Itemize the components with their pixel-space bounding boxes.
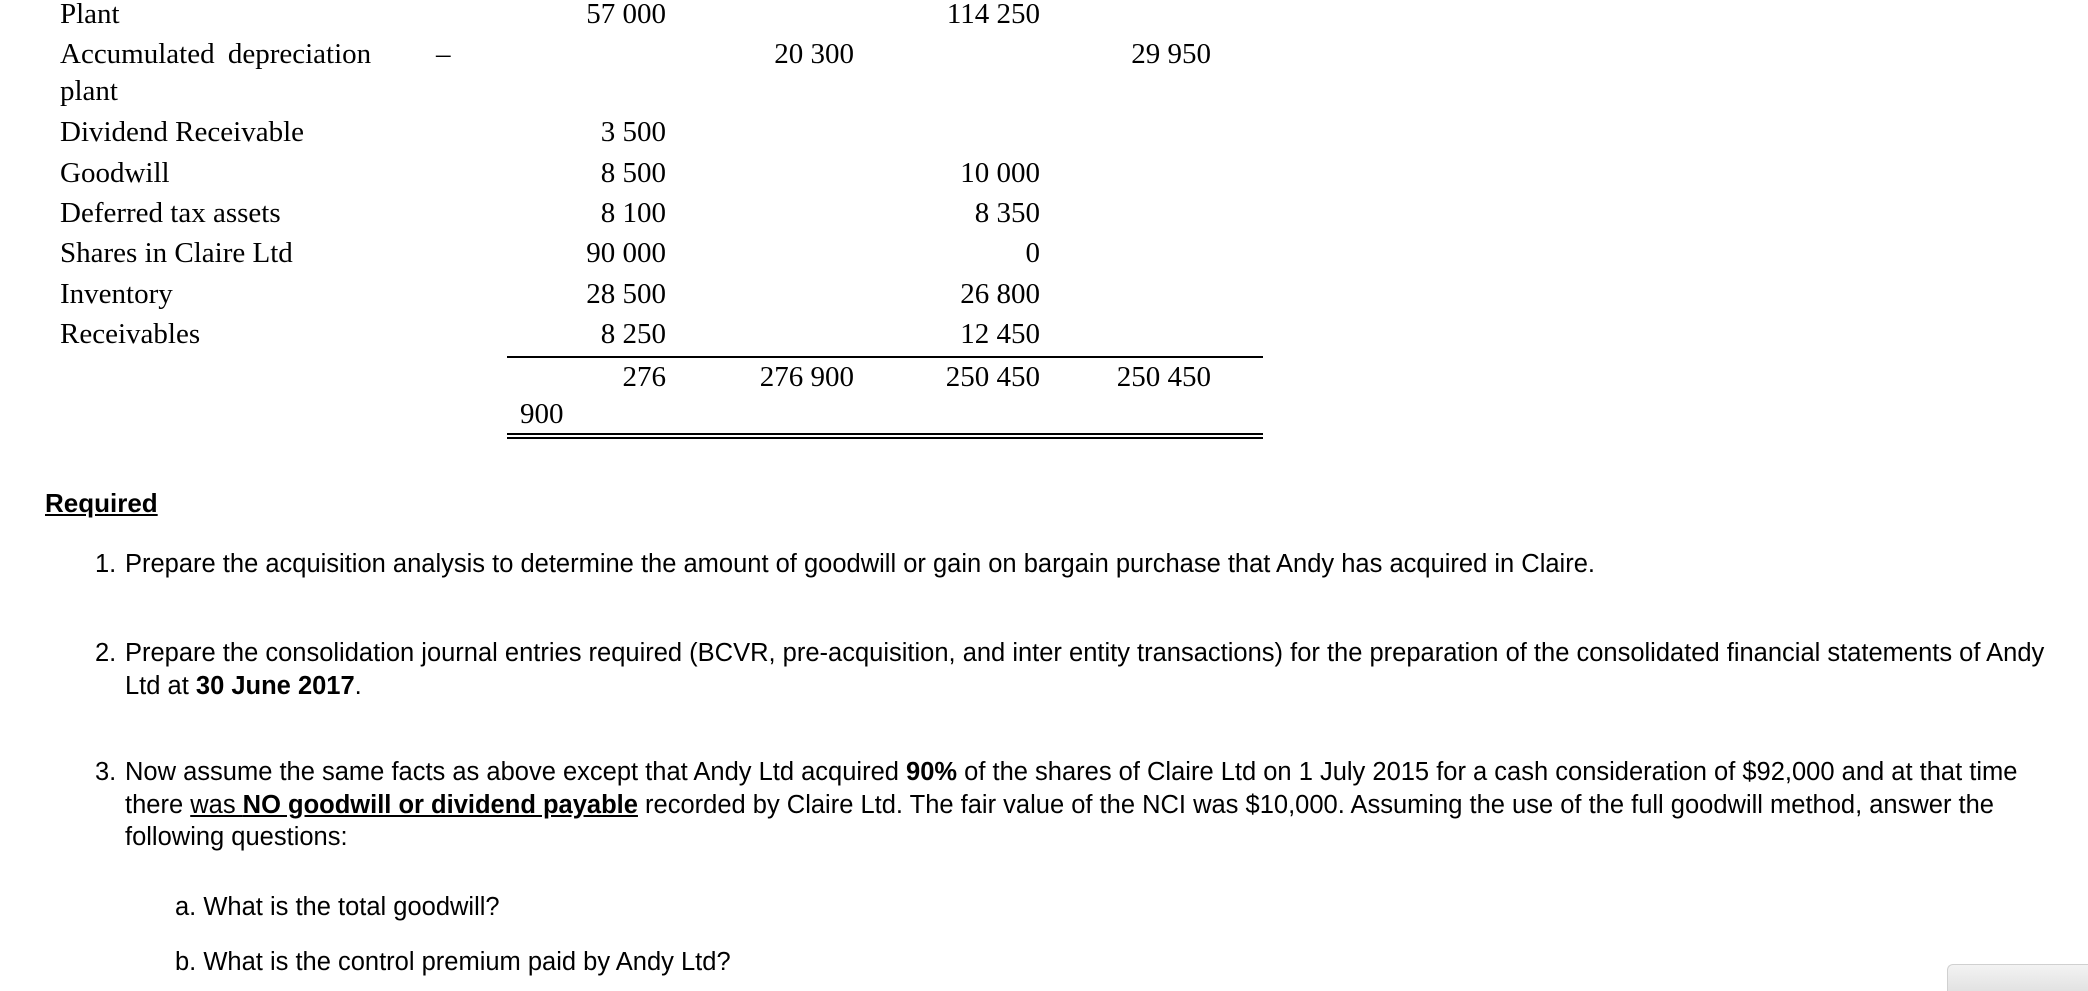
table-row <box>0 235 1300 275</box>
table-row <box>0 0 1300 36</box>
total-cell: 250 450 <box>945 361 1040 393</box>
table-row <box>0 155 1300 195</box>
question-date: 30 June 2017 <box>195 671 355 700</box>
question-3 <box>95 756 2065 854</box>
cell: 28 500 <box>586 278 666 310</box>
total-cell: 276 900 <box>759 361 854 393</box>
question-number: 2. <box>95 639 117 667</box>
cell: 3 500 <box>600 116 666 148</box>
total-cell: 250 450 <box>1116 361 1211 393</box>
window-corner-widget <box>1947 964 2088 991</box>
row-label: Receivables <box>60 318 201 350</box>
question-text: Prepare the acquisition analysis to determine the amount of goodwill or gain on bargain purchase that Andy has acquired in Claire. <box>125 550 1595 578</box>
row-label-dash: – <box>436 38 451 70</box>
question-percent: 90% <box>906 758 958 786</box>
sub-question-a: a. What is the total goodwill? <box>175 893 500 921</box>
row-label: Plant <box>60 0 120 30</box>
table-row <box>0 316 1300 356</box>
row-label: Dividend Receivable <box>60 116 304 148</box>
cell: 8 500 <box>600 157 666 189</box>
cell: 8 350 <box>974 197 1040 229</box>
question-text-end: . <box>354 671 362 700</box>
totals-row <box>0 359 1300 439</box>
cell: 20 300 <box>774 38 854 70</box>
question-number: 3. <box>95 758 117 786</box>
question-text: recorded by Claire Ltd. The fair value of the NCI was $10,000. Assuming the use of the full goodwill method, answer the following questions: <box>125 790 1994 851</box>
cell: 26 800 <box>960 278 1040 310</box>
cell: 8 100 <box>600 197 666 229</box>
question-text: of the shares of Claire Ltd on 1 July 2015 for a cash consideration of $92,000 and at that time there <box>125 758 2018 819</box>
row-label-cont: plant <box>60 75 118 107</box>
table-row <box>0 36 1300 112</box>
cell: 90 000 <box>586 237 666 269</box>
total-cell-wrap: 900 <box>520 398 564 430</box>
cell: 29 950 <box>1131 38 1211 70</box>
question-text: Prepare the consolidation journal entries required (BCVR, pre-acquisition, and inter entity transactions) for the preparation of the consolidated financial statements of Andy Ltd at <box>125 639 2045 700</box>
sub-question-b: b. What is the control premium paid by Andy Ltd? <box>175 948 731 976</box>
table-row <box>0 195 1300 235</box>
question-1 <box>95 548 2065 581</box>
row-label: Accumulated depreciation <box>60 38 372 70</box>
cell: 114 250 <box>946 0 1040 30</box>
question-text: Now assume the same facts as above except that Andy Ltd acquired <box>125 758 907 786</box>
question-emphasis: NO goodwill or dividend payable <box>242 790 638 819</box>
table-row <box>0 114 1300 154</box>
cell: 12 450 <box>960 318 1040 350</box>
row-label: Inventory <box>60 278 173 310</box>
question-number: 1. <box>95 550 117 578</box>
required-heading: Required <box>45 488 158 518</box>
total-rule <box>507 356 1263 358</box>
double-rule-top <box>507 433 1263 435</box>
cell: 57 000 <box>586 0 666 30</box>
total-cell: 276 <box>622 361 666 393</box>
double-rule-bottom <box>507 437 1263 439</box>
cell: 10 000 <box>960 157 1040 189</box>
cell: 0 <box>1025 237 1040 269</box>
row-label: Deferred tax assets <box>60 197 281 229</box>
table-row <box>0 276 1300 316</box>
cell: 8 250 <box>600 318 666 350</box>
question-2 <box>95 637 2075 702</box>
row-label: Shares in Claire Ltd <box>60 237 293 269</box>
row-label: Goodwill <box>60 157 170 189</box>
question-underlined: was <box>190 790 243 819</box>
